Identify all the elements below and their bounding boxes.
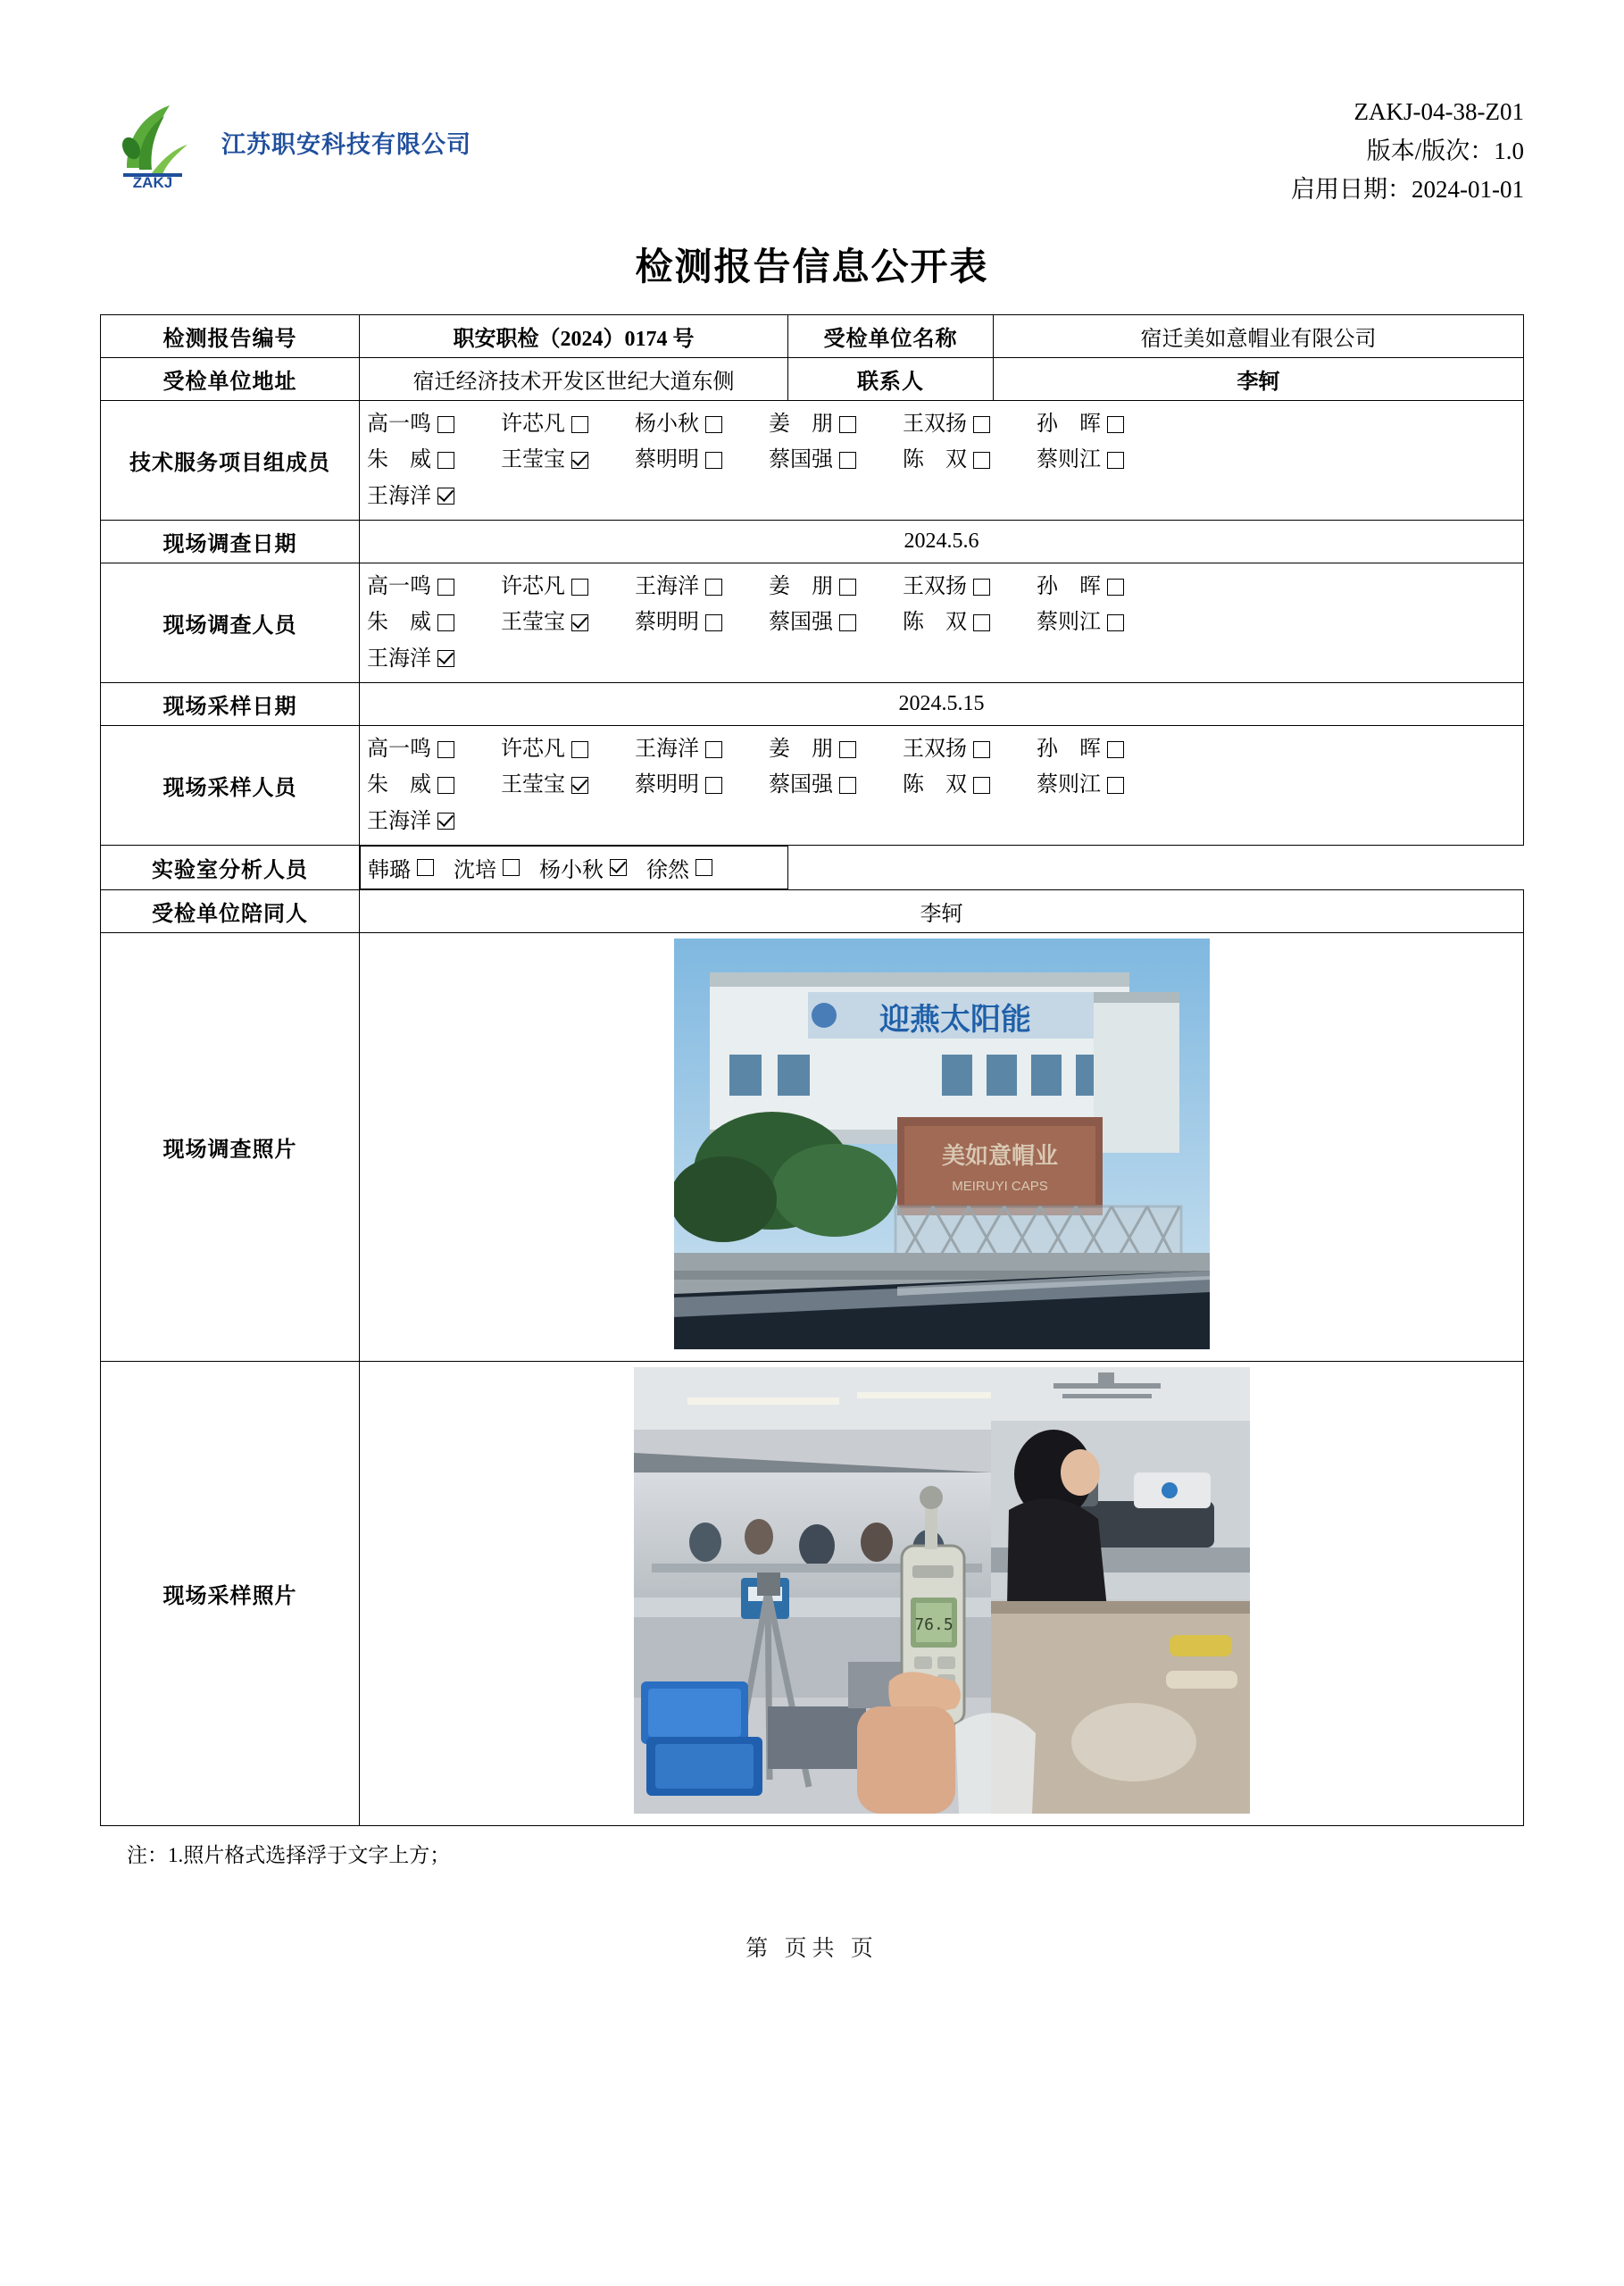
checkbox-icon[interactable] <box>705 614 722 631</box>
checkbox-label: 王双扬 <box>903 737 967 761</box>
checkbox-icon[interactable] <box>705 741 722 758</box>
checkbox-checked-icon[interactable] <box>437 650 454 667</box>
checkbox-label: 王海洋 <box>635 737 699 761</box>
checkbox-item[interactable] <box>367 804 501 839</box>
checkbox-icon[interactable] <box>437 416 454 433</box>
checkbox-icon[interactable] <box>1107 579 1124 596</box>
checkbox-item[interactable] <box>367 767 501 803</box>
label-survey-date: 现场调查日期 <box>101 520 360 563</box>
table-row-sampling-date <box>101 682 1524 725</box>
checkbox-label: 韩璐 <box>368 858 411 882</box>
table-row-survey-photo <box>101 932 1524 1361</box>
checkbox-item[interactable] <box>501 605 635 640</box>
checkbox-icon[interactable] <box>437 452 454 469</box>
checkbox-icon[interactable] <box>705 579 722 596</box>
table-row-escort <box>101 889 1524 932</box>
value-sampling-date: 2024.5.15 <box>360 682 1524 725</box>
checkbox-item[interactable] <box>646 852 712 883</box>
value-client-name: 宿迁美如意帽业有限公司 <box>994 315 1524 358</box>
checkbox-label: 孙 晖 <box>1037 737 1101 761</box>
checkbox-label: 王莹宝 <box>501 611 565 635</box>
checkbox-item[interactable] <box>367 731 501 767</box>
checkbox-label: 孙 晖 <box>1037 574 1101 598</box>
checkbox-icon[interactable] <box>503 859 520 876</box>
checkbox-item[interactable] <box>769 406 903 442</box>
checkbox-item[interactable] <box>903 569 1037 605</box>
svg-text:MEIRUYI CAPS: MEIRUYI CAPS <box>951 1178 1048 1194</box>
checkbox-icon[interactable] <box>973 579 990 596</box>
header-meta <box>1291 89 1524 210</box>
checkbox-item[interactable] <box>501 767 635 803</box>
checkbox-row <box>367 479 1516 514</box>
checkbox-label: 杨小秋 <box>635 413 699 436</box>
checkbox-icon[interactable] <box>839 614 856 631</box>
checkbox-item[interactable] <box>635 406 769 442</box>
checkbox-icon[interactable] <box>571 416 588 433</box>
checkbox-item[interactable] <box>1037 406 1170 442</box>
document-header <box>100 89 1524 214</box>
checkbox-label: 蔡明明 <box>635 773 699 797</box>
checkbox-icon[interactable] <box>705 777 722 794</box>
company-name: 江苏职安科技有限公司 <box>221 130 471 158</box>
checkbox-item[interactable] <box>903 442 1037 478</box>
checkbox-label: 许芯凡 <box>501 413 565 436</box>
checkbox-icon[interactable] <box>1107 614 1124 631</box>
svg-text:ZAKJ: ZAKJ <box>132 174 173 191</box>
value-survey-date: 2024.5.6 <box>360 520 1524 563</box>
checkbox-label: 王海洋 <box>367 809 431 833</box>
checkbox-label: 陈 双 <box>903 611 967 635</box>
table-row-team-members <box>101 401 1524 521</box>
checkbox-icon[interactable] <box>437 579 454 596</box>
table-row-lab-staff <box>101 845 1524 889</box>
checkbox-item[interactable] <box>1037 767 1170 803</box>
brand-block <box>100 89 471 195</box>
checkbox-label: 高一鸣 <box>367 574 431 598</box>
sampling-staff-checklist <box>360 725 1524 845</box>
checkbox-icon[interactable] <box>417 859 434 876</box>
checkbox-icon[interactable] <box>571 579 588 596</box>
table-row-sampling-staff <box>101 725 1524 845</box>
checkbox-item[interactable] <box>903 406 1037 442</box>
checkbox-row <box>367 767 1516 803</box>
label-client-address: 受检单位地址 <box>101 358 360 401</box>
label-sampling-staff: 现场采样人员 <box>101 725 360 845</box>
checkbox-label: 朱 威 <box>367 773 431 797</box>
checkbox-item[interactable] <box>903 731 1037 767</box>
checkbox-label: 许芯凡 <box>501 737 565 761</box>
checkbox-row <box>367 605 1516 640</box>
checkbox-label: 孙 晖 <box>1037 413 1101 436</box>
checkbox-row <box>367 731 1516 767</box>
checkbox-item[interactable] <box>501 406 635 442</box>
label-lab-staff: 实验室分析人员 <box>101 845 360 889</box>
label-survey-photo: 现场调查照片 <box>101 932 360 1361</box>
checkbox-icon[interactable] <box>1107 777 1124 794</box>
label-escort: 受检单位陪同人 <box>101 889 360 932</box>
checkbox-label: 陈 双 <box>903 773 967 797</box>
checkbox-item[interactable] <box>635 569 769 605</box>
survey-staff-rows <box>367 569 1516 677</box>
label-sampling-photo: 现场采样照片 <box>101 1361 360 1825</box>
checkbox-icon[interactable] <box>1107 452 1124 469</box>
checkbox-item[interactable] <box>367 406 501 442</box>
checkbox-item[interactable] <box>769 442 903 478</box>
checkbox-label: 王海洋 <box>367 484 431 508</box>
checkbox-item[interactable] <box>367 605 501 640</box>
checkbox-item[interactable] <box>635 731 769 767</box>
sampling-photo-cell <box>360 1361 1524 1825</box>
label-team-members: 技术服务项目组成员 <box>101 401 360 521</box>
checkbox-label: 蔡明明 <box>635 611 699 635</box>
checkbox-item[interactable] <box>367 442 501 478</box>
value-escort: 李轲 <box>360 889 1524 932</box>
checkbox-item[interactable] <box>769 569 903 605</box>
checkbox-label: 姜 朋 <box>769 737 833 761</box>
checkbox-item[interactable] <box>367 641 501 677</box>
checkbox-item[interactable] <box>501 442 635 478</box>
checkbox-label: 王海洋 <box>635 574 699 598</box>
checkbox-label: 姜 朋 <box>769 413 833 436</box>
footnote: 注：1.照片格式选择浮于文字上方； <box>127 1843 451 1866</box>
table-row-report-no <box>101 315 1524 358</box>
checkbox-label: 蔡则江 <box>1037 611 1101 635</box>
checkbox-label: 蔡国强 <box>769 611 833 635</box>
label-report-no: 检测报告编号 <box>101 315 360 358</box>
checkbox-item[interactable] <box>1037 569 1170 605</box>
checkbox-item[interactable] <box>635 605 769 640</box>
value-report-no: 职安职检（2024）0174 号 <box>360 315 788 358</box>
checkbox-item[interactable] <box>368 852 434 883</box>
checkbox-label: 陈 双 <box>903 448 967 472</box>
sampling-staff-rows <box>367 731 1516 839</box>
checkbox-icon[interactable] <box>571 741 588 758</box>
label-survey-staff: 现场调查人员 <box>101 563 360 682</box>
checkbox-item[interactable] <box>769 605 903 640</box>
checkbox-icon[interactable] <box>839 416 856 433</box>
checkbox-row <box>367 569 1516 605</box>
checkbox-item[interactable] <box>1037 605 1170 640</box>
checkbox-item[interactable] <box>367 479 501 514</box>
checkbox-item[interactable] <box>539 852 627 883</box>
label-contact: 联系人 <box>788 358 994 401</box>
label-client-name: 受检单位名称 <box>788 315 994 358</box>
checkbox-checked-icon[interactable] <box>571 614 588 631</box>
checkbox-row <box>367 442 1516 478</box>
checkbox-icon[interactable] <box>1107 416 1124 433</box>
checkbox-item[interactable] <box>903 605 1037 640</box>
sampling-photo <box>634 1367 1250 1814</box>
checkbox-icon[interactable] <box>839 777 856 794</box>
checkbox-icon[interactable] <box>437 614 454 631</box>
checkbox-row <box>367 641 1516 677</box>
checkbox-item[interactable] <box>1037 442 1170 478</box>
report-info-table <box>100 314 1524 1826</box>
checkbox-icon[interactable] <box>973 416 990 433</box>
team-member-rows <box>367 406 1516 514</box>
checkbox-label: 徐然 <box>646 858 689 882</box>
checkbox-label: 蔡明明 <box>635 448 699 472</box>
checkbox-row <box>367 804 1516 839</box>
checkbox-label: 蔡国强 <box>769 448 833 472</box>
company-logo-icon <box>100 89 205 195</box>
table-row-survey-date <box>101 520 1524 563</box>
table-row-client-address <box>101 358 1524 401</box>
checkbox-item[interactable] <box>454 852 520 883</box>
survey-photo <box>674 939 1210 1349</box>
document-version: 版本/版次：1.0 <box>1366 137 1524 164</box>
checkbox-label: 沈培 <box>454 858 496 882</box>
checkbox-checked-icon[interactable] <box>437 488 454 505</box>
table-row-survey-staff <box>101 563 1524 682</box>
checkbox-icon[interactable] <box>973 741 990 758</box>
checkbox-label: 姜 朋 <box>769 574 833 598</box>
value-contact: 李轲 <box>994 358 1524 401</box>
checkbox-icon[interactable] <box>437 741 454 758</box>
table-row-sampling-photo <box>101 1361 1524 1825</box>
checkbox-icon[interactable] <box>705 416 722 433</box>
checkbox-icon[interactable] <box>973 614 990 631</box>
checkbox-item[interactable] <box>635 442 769 478</box>
checkbox-item[interactable] <box>367 569 501 605</box>
checkbox-label: 高一鸣 <box>367 413 431 436</box>
checkbox-checked-icon[interactable] <box>571 452 588 469</box>
checkbox-checked-icon[interactable] <box>437 813 454 830</box>
page-footer: 第 页共 页 <box>745 1936 879 1961</box>
value-client-address: 宿迁经济技术开发区世纪大道东侧 <box>360 358 788 401</box>
page-title: 检测报告信息公开表 <box>635 247 989 288</box>
checkbox-checked-icon[interactable] <box>610 859 627 876</box>
checkbox-icon[interactable] <box>973 777 990 794</box>
survey-staff-checklist <box>360 563 1524 682</box>
checkbox-label: 蔡则江 <box>1037 773 1101 797</box>
svg-text:76.5: 76.5 <box>913 1614 954 1634</box>
lab-staff-checklist <box>360 846 788 889</box>
document-code: ZAKJ-04-38-Z01 <box>1353 98 1524 125</box>
checkbox-item[interactable] <box>635 767 769 803</box>
checkbox-item[interactable] <box>501 731 635 767</box>
checkbox-label: 许芯凡 <box>501 574 565 598</box>
checkbox-label: 王莹宝 <box>501 773 565 797</box>
checkbox-icon[interactable] <box>437 777 454 794</box>
checkbox-item[interactable] <box>769 767 903 803</box>
checkbox-label: 蔡国强 <box>769 773 833 797</box>
team-member-checklist <box>360 401 1524 521</box>
svg-text:美如意帽业: 美如意帽业 <box>941 1142 1058 1169</box>
checkbox-label: 王海洋 <box>367 647 431 671</box>
checkbox-icon[interactable] <box>839 579 856 596</box>
checkbox-row <box>367 406 1516 442</box>
checkbox-item[interactable] <box>769 731 903 767</box>
checkbox-icon[interactable] <box>695 859 712 876</box>
effective-date: 启用日期：2024-01-01 <box>1291 176 1524 204</box>
checkbox-label: 蔡则江 <box>1037 448 1101 472</box>
checkbox-icon[interactable] <box>1107 741 1124 758</box>
checkbox-label: 朱 威 <box>367 611 431 635</box>
checkbox-item[interactable] <box>903 767 1037 803</box>
checkbox-icon[interactable] <box>839 452 856 469</box>
checkbox-icon[interactable] <box>973 452 990 469</box>
checkbox-icon[interactable] <box>839 741 856 758</box>
checkbox-label: 王双扬 <box>903 574 967 598</box>
checkbox-label: 王双扬 <box>903 413 967 436</box>
label-sampling-date: 现场采样日期 <box>101 682 360 725</box>
checkbox-icon[interactable] <box>705 452 722 469</box>
checkbox-item[interactable] <box>501 569 635 605</box>
checkbox-label: 王莹宝 <box>501 448 565 472</box>
checkbox-item[interactable] <box>1037 731 1170 767</box>
checkbox-label: 朱 威 <box>367 448 431 472</box>
survey-photo-cell <box>360 932 1524 1361</box>
svg-text:迎燕太阳能: 迎燕太阳能 <box>879 1002 1031 1037</box>
checkbox-label: 杨小秋 <box>539 858 604 882</box>
checkbox-checked-icon[interactable] <box>571 777 588 794</box>
checkbox-label: 高一鸣 <box>367 737 431 761</box>
